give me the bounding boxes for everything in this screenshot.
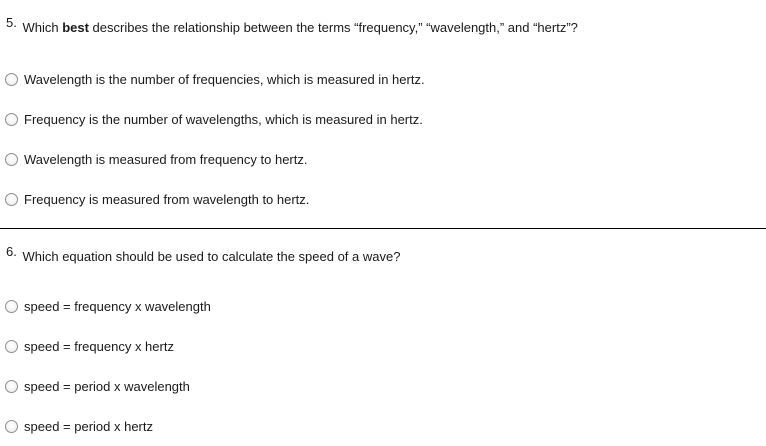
option-label: Frequency is the number of wavelengths, which is measured in hertz.: [24, 111, 423, 127]
question-divider: [0, 228, 766, 229]
question-5-option-1[interactable]: [5, 69, 425, 89]
question-6-option-3[interactable]: [5, 376, 190, 396]
question-5-text: [22, 20, 577, 35]
question-6-stem: [6, 244, 401, 265]
radio-button[interactable]: [5, 113, 18, 126]
question-5-option-3[interactable]: [5, 149, 307, 169]
option-label: Frequency is measured from wavelength to hertz.: [24, 191, 310, 207]
question-6-number: 6.: [6, 244, 17, 259]
question-5-text-pre: Which: [22, 20, 63, 35]
radio-button[interactable]: [5, 73, 18, 86]
question-5-option-4[interactable]: [5, 189, 309, 209]
question-5-stem: [6, 15, 578, 36]
question-5-text-post: describes the relationship between the terms “frequency,” “wavelength,” and “hertz”?: [88, 20, 578, 35]
option-label: speed = period x wavelength: [24, 378, 190, 394]
radio-button[interactable]: [5, 380, 18, 393]
radio-button[interactable]: [5, 300, 18, 313]
question-5-number: 5.: [6, 15, 17, 30]
radio-button[interactable]: [5, 153, 18, 166]
question-5-option-2[interactable]: [5, 109, 423, 129]
option-label: Wavelength is measured from frequency to hertz.: [24, 151, 308, 167]
option-label: speed = frequency x wavelength: [24, 298, 211, 314]
radio-button[interactable]: [5, 420, 18, 433]
question-6-text: Which equation should be used to calculate the speed of a wave?: [22, 249, 401, 264]
question-6-option-4[interactable]: [5, 416, 153, 436]
radio-button[interactable]: [5, 340, 18, 353]
question-6-option-2[interactable]: [5, 336, 174, 356]
radio-button[interactable]: [5, 193, 18, 206]
option-label: speed = frequency x hertz: [24, 338, 174, 354]
option-label: Wavelength is the number of frequencies, which is measured in hertz.: [24, 71, 425, 87]
question-5-text-bold: best: [62, 20, 89, 35]
option-label: speed = period x hertz: [24, 418, 153, 434]
question-6-option-1[interactable]: [5, 296, 211, 316]
